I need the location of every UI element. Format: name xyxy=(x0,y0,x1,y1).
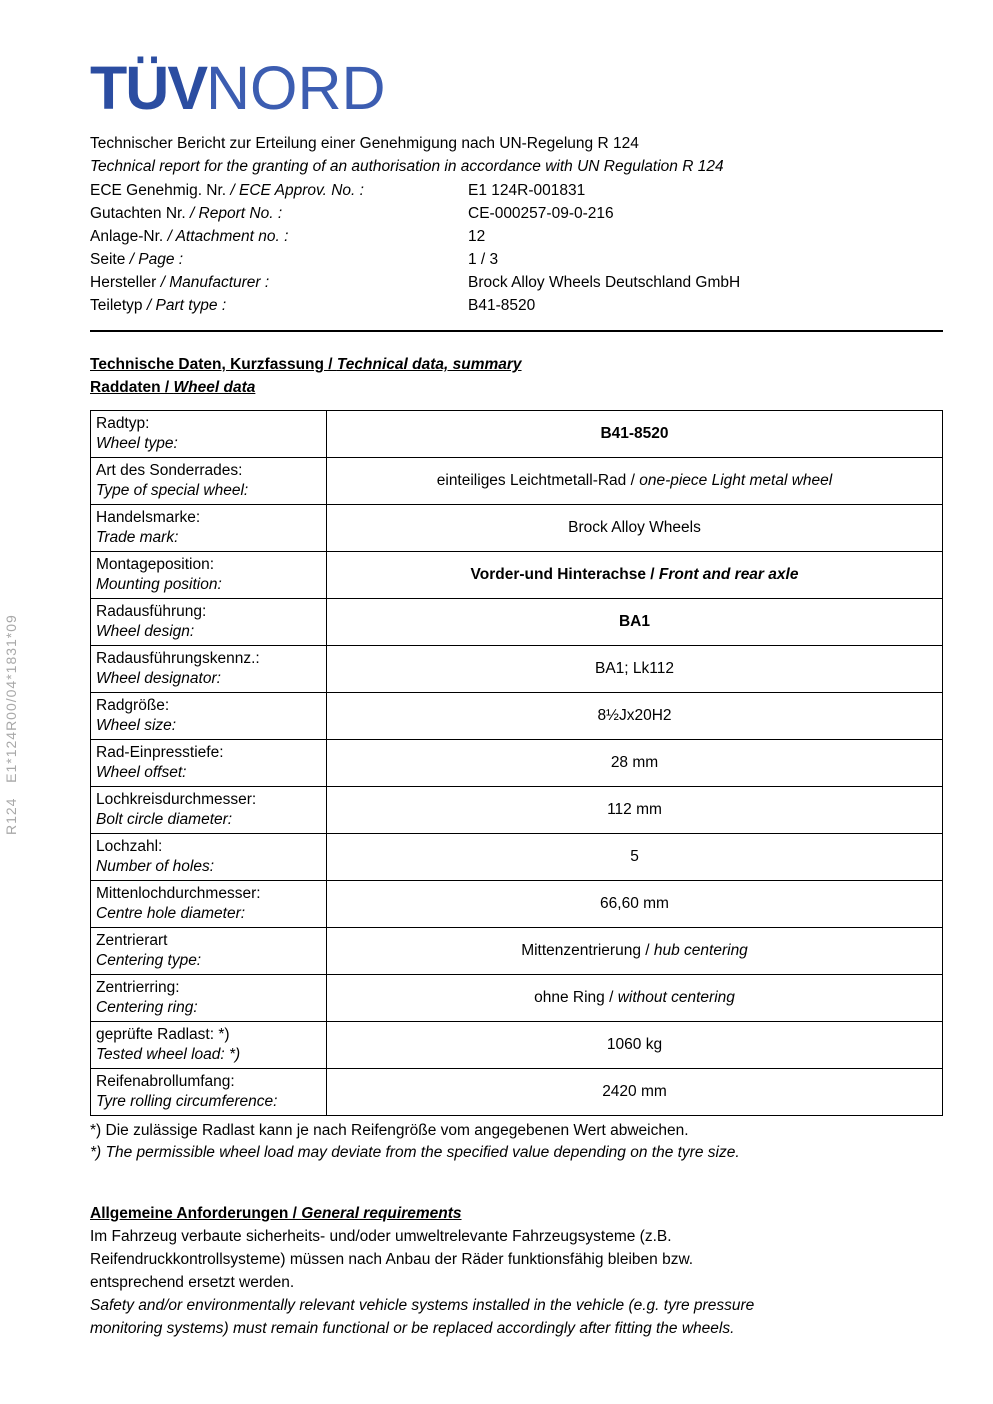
row-label-de: Montageposition: xyxy=(96,556,215,573)
row-value: 1060 kg xyxy=(606,1036,663,1053)
logo-nord-text: NORD xyxy=(206,54,386,122)
technical-data-heading-line1 xyxy=(90,353,943,376)
row-value-cell xyxy=(327,975,943,1022)
row-value-cell xyxy=(327,599,943,646)
table-row-centering-ring xyxy=(91,975,943,1022)
gen-heading-en: General requirements xyxy=(301,1205,462,1222)
row-label-cell xyxy=(91,505,327,552)
row-label-de: Rad-Einpresstiefe: xyxy=(96,744,224,761)
field-label xyxy=(90,271,468,294)
row-label-en: Tyre rolling circumference: xyxy=(96,1093,278,1110)
row-label-en: Wheel size: xyxy=(96,717,177,734)
row-value-cell xyxy=(327,646,943,693)
field-label-en: / ECE Approv. No. : xyxy=(226,182,364,199)
field-label-de: Teiletyp xyxy=(90,297,143,314)
field-label-de: Seite xyxy=(90,251,126,268)
row-label-cell xyxy=(91,599,327,646)
row-label-cell xyxy=(91,1022,327,1069)
tuv-nord-logo xyxy=(90,54,943,122)
divider-line xyxy=(90,330,943,332)
row-label-de: Reifenabrollumfang: xyxy=(96,1073,235,1090)
header-fields xyxy=(90,179,943,317)
field-label-en: / Attachment no. : xyxy=(163,228,289,245)
row-value-cell xyxy=(327,552,943,599)
table-row-trade-mark xyxy=(91,505,943,552)
row-label-en: Wheel offset: xyxy=(96,764,187,781)
row-value-en: one-piece Light metal wheel xyxy=(639,472,833,489)
document-content xyxy=(90,54,943,1340)
row-label-en: Trade mark: xyxy=(96,529,179,546)
row-value-en: hub centering xyxy=(653,942,748,959)
row-value-cell xyxy=(327,411,943,458)
subheading-de: Raddaten / xyxy=(90,379,174,396)
row-label-cell xyxy=(91,975,327,1022)
row-label-de: Radgröße: xyxy=(96,697,170,714)
row-label-de: Radausführung: xyxy=(96,603,207,620)
general-paragraph-de-line3: entsprechend ersetzt werden. xyxy=(90,1274,295,1291)
field-value: B41-8520 xyxy=(468,297,536,314)
table-row-tested-wheel-load xyxy=(91,1022,943,1069)
row-label-de: Radtyp: xyxy=(96,415,150,432)
subheading-en: Wheel data xyxy=(173,379,256,396)
field-value: 1 / 3 xyxy=(468,251,499,268)
row-label-de: geprüfte Radlast: *) xyxy=(96,1026,230,1043)
row-value: Vorder-und Hinterachse / xyxy=(470,566,659,583)
field-value: Brock Alloy Wheels Deutschland GmbH xyxy=(468,274,741,291)
general-requirements-section xyxy=(90,1164,943,1340)
table-row-centre-hole-diameter xyxy=(91,881,943,928)
field-label-en: / Manufacturer : xyxy=(156,274,270,291)
field-label-de: ECE Genehmig. Nr. xyxy=(90,182,227,199)
row-label-en: Type of special wheel: xyxy=(96,482,249,499)
footnotes xyxy=(90,1120,943,1164)
row-value: Mittenzentrierung / xyxy=(521,942,654,959)
gen-heading-de: Allgemeine Anforderungen / xyxy=(90,1205,302,1222)
row-value: B41-8520 xyxy=(600,425,669,442)
technical-data-heading-line2 xyxy=(90,376,943,399)
row-label-de: Lochzahl: xyxy=(96,838,163,855)
field-label-en: / Part type : xyxy=(142,297,227,314)
row-value: BA1; Lk112 xyxy=(595,660,674,677)
field-label xyxy=(90,225,468,248)
general-paragraph-en-line2: monitoring systems) must remain functional or be replaced accordingly after fitting the wheels. xyxy=(90,1320,735,1337)
general-paragraph-de-line2: Reifendruckkontrollsysteme) müssen nach Anbau der Räder funktionsfähig bleiben bzw. xyxy=(90,1251,694,1268)
field-value: E1 124R-001831 xyxy=(468,182,586,199)
field-value: 12 xyxy=(468,228,486,245)
field-label xyxy=(90,202,468,225)
row-value: 5 xyxy=(630,848,639,865)
field-page xyxy=(90,248,943,271)
row-label-cell xyxy=(91,646,327,693)
row-label-en: Number of holes: xyxy=(96,858,215,875)
row-label-de: Zentrierring: xyxy=(96,979,180,996)
row-value: 8½Jx20H2 xyxy=(597,707,672,724)
row-label-cell xyxy=(91,1069,327,1116)
report-title-en: Technical report for the granting of an authorisation in accordance with UN Regulation R 124 xyxy=(90,158,724,175)
row-label-de: Mittenlochdurchmesser: xyxy=(96,885,261,902)
row-label-cell xyxy=(91,834,327,881)
field-manufacturer xyxy=(90,271,943,294)
logo-tuv-text: TÜV xyxy=(90,54,206,122)
row-label-en: Centering ring: xyxy=(96,999,198,1016)
field-label-de: Hersteller xyxy=(90,274,157,291)
row-value: ohne Ring / xyxy=(534,989,618,1006)
table-row-mounting-position xyxy=(91,552,943,599)
row-value: 28 mm xyxy=(610,754,659,771)
table-row-centering-type xyxy=(91,928,943,975)
row-label-de: Lochkreisdurchmesser: xyxy=(96,791,257,808)
report-title-de: Technischer Bericht zur Erteilung einer Genehmigung nach UN-Regelung R 124 xyxy=(90,135,639,152)
row-value-cell xyxy=(327,881,943,928)
row-label-de: Handelsmarke: xyxy=(96,509,201,526)
row-value-cell xyxy=(327,505,943,552)
row-value-en: Front and rear axle xyxy=(658,566,799,583)
table-row-bolt-circle-diameter xyxy=(91,787,943,834)
field-label-en: / Report No. : xyxy=(185,205,283,222)
table-row-number-of-holes xyxy=(91,834,943,881)
field-value: CE-000257-09-0-216 xyxy=(468,205,614,222)
row-label-cell xyxy=(91,740,327,787)
row-label-en: Centre hole diameter: xyxy=(96,905,246,922)
row-label-en: Tested wheel load: *) xyxy=(96,1046,241,1063)
field-label xyxy=(90,179,468,202)
row-label-en: Mounting position: xyxy=(96,576,222,593)
row-label-cell xyxy=(91,411,327,458)
field-label-de: Gutachten Nr. xyxy=(90,205,186,222)
table-row-wheel-offset xyxy=(91,740,943,787)
row-label-en: Wheel type: xyxy=(96,435,178,452)
row-label-cell xyxy=(91,458,327,505)
row-label-de: Art des Sonderrades: xyxy=(96,462,243,479)
row-value: Brock Alloy Wheels xyxy=(568,519,701,536)
row-label-en: Wheel design: xyxy=(96,623,195,640)
field-part-type xyxy=(90,294,943,317)
general-paragraph-de-line1: Im Fahrzeug verbaute sicherheits- und/oder umweltrelevante Fahrzeugsysteme (z.B. xyxy=(90,1228,672,1245)
table-row-wheel-design xyxy=(91,599,943,646)
table-row-special-wheel-type xyxy=(91,458,943,505)
row-label-en: Centering type: xyxy=(96,952,202,969)
row-value-cell xyxy=(327,693,943,740)
heading-de: Technische Daten, Kurzfassung / xyxy=(90,356,337,373)
row-value-cell xyxy=(327,787,943,834)
row-label-de: Zentrierart xyxy=(96,932,168,949)
field-label xyxy=(90,248,468,271)
field-ece-approval xyxy=(90,179,943,202)
table-row-wheel-size xyxy=(91,693,943,740)
field-label-en: / Page : xyxy=(125,251,184,268)
row-value-cell xyxy=(327,928,943,975)
row-label-de: Radausführungskennz.: xyxy=(96,650,260,667)
row-value: 2420 mm xyxy=(602,1083,667,1100)
row-value-en: without centering xyxy=(617,989,735,1006)
row-label-cell xyxy=(91,693,327,740)
table-row-wheel-type xyxy=(91,411,943,458)
row-value-cell xyxy=(327,1069,943,1116)
margin-approval-number: R124 E1*124R00/04*1831*09 xyxy=(3,614,19,835)
row-label-cell xyxy=(91,552,327,599)
general-paragraph-en-line1: Safety and/or environmentally relevant vehicle systems installed in the vehicle (e.g. tyre pressure xyxy=(90,1297,755,1314)
row-value-cell xyxy=(327,740,943,787)
row-value: 112 mm xyxy=(607,801,662,818)
field-label xyxy=(90,294,468,317)
footnote-de: *) Die zulässige Radlast kann je nach Reifengröße vom angegebenen Wert abweichen. xyxy=(90,1122,689,1139)
row-value: 66,60 mm xyxy=(600,895,669,912)
row-value: einteiliges Leichtmetall-Rad / xyxy=(436,472,640,489)
general-requirements-heading xyxy=(90,1202,462,1225)
wheel-data-table xyxy=(90,410,943,1116)
table-row-tyre-rolling-circumference xyxy=(91,1069,943,1116)
row-value-cell xyxy=(327,458,943,505)
row-label-en: Bolt circle diameter: xyxy=(96,811,233,828)
row-value: BA1 xyxy=(618,613,650,630)
field-report-no xyxy=(90,202,943,225)
field-label-de: Anlage-Nr. xyxy=(90,228,164,245)
row-label-en: Wheel designator: xyxy=(96,670,221,687)
footnote-en: *) The permissible wheel load may deviate from the specified value depending on the tyre size. xyxy=(90,1144,740,1161)
row-value-cell xyxy=(327,834,943,881)
field-attachment-no xyxy=(90,225,943,248)
technical-data-heading xyxy=(90,353,943,399)
heading-en: Technical data, summary xyxy=(336,356,522,373)
row-label-cell xyxy=(91,928,327,975)
table-row-wheel-designator xyxy=(91,646,943,693)
row-value-cell xyxy=(327,1022,943,1069)
row-label-cell xyxy=(91,881,327,928)
row-label-cell xyxy=(91,787,327,834)
